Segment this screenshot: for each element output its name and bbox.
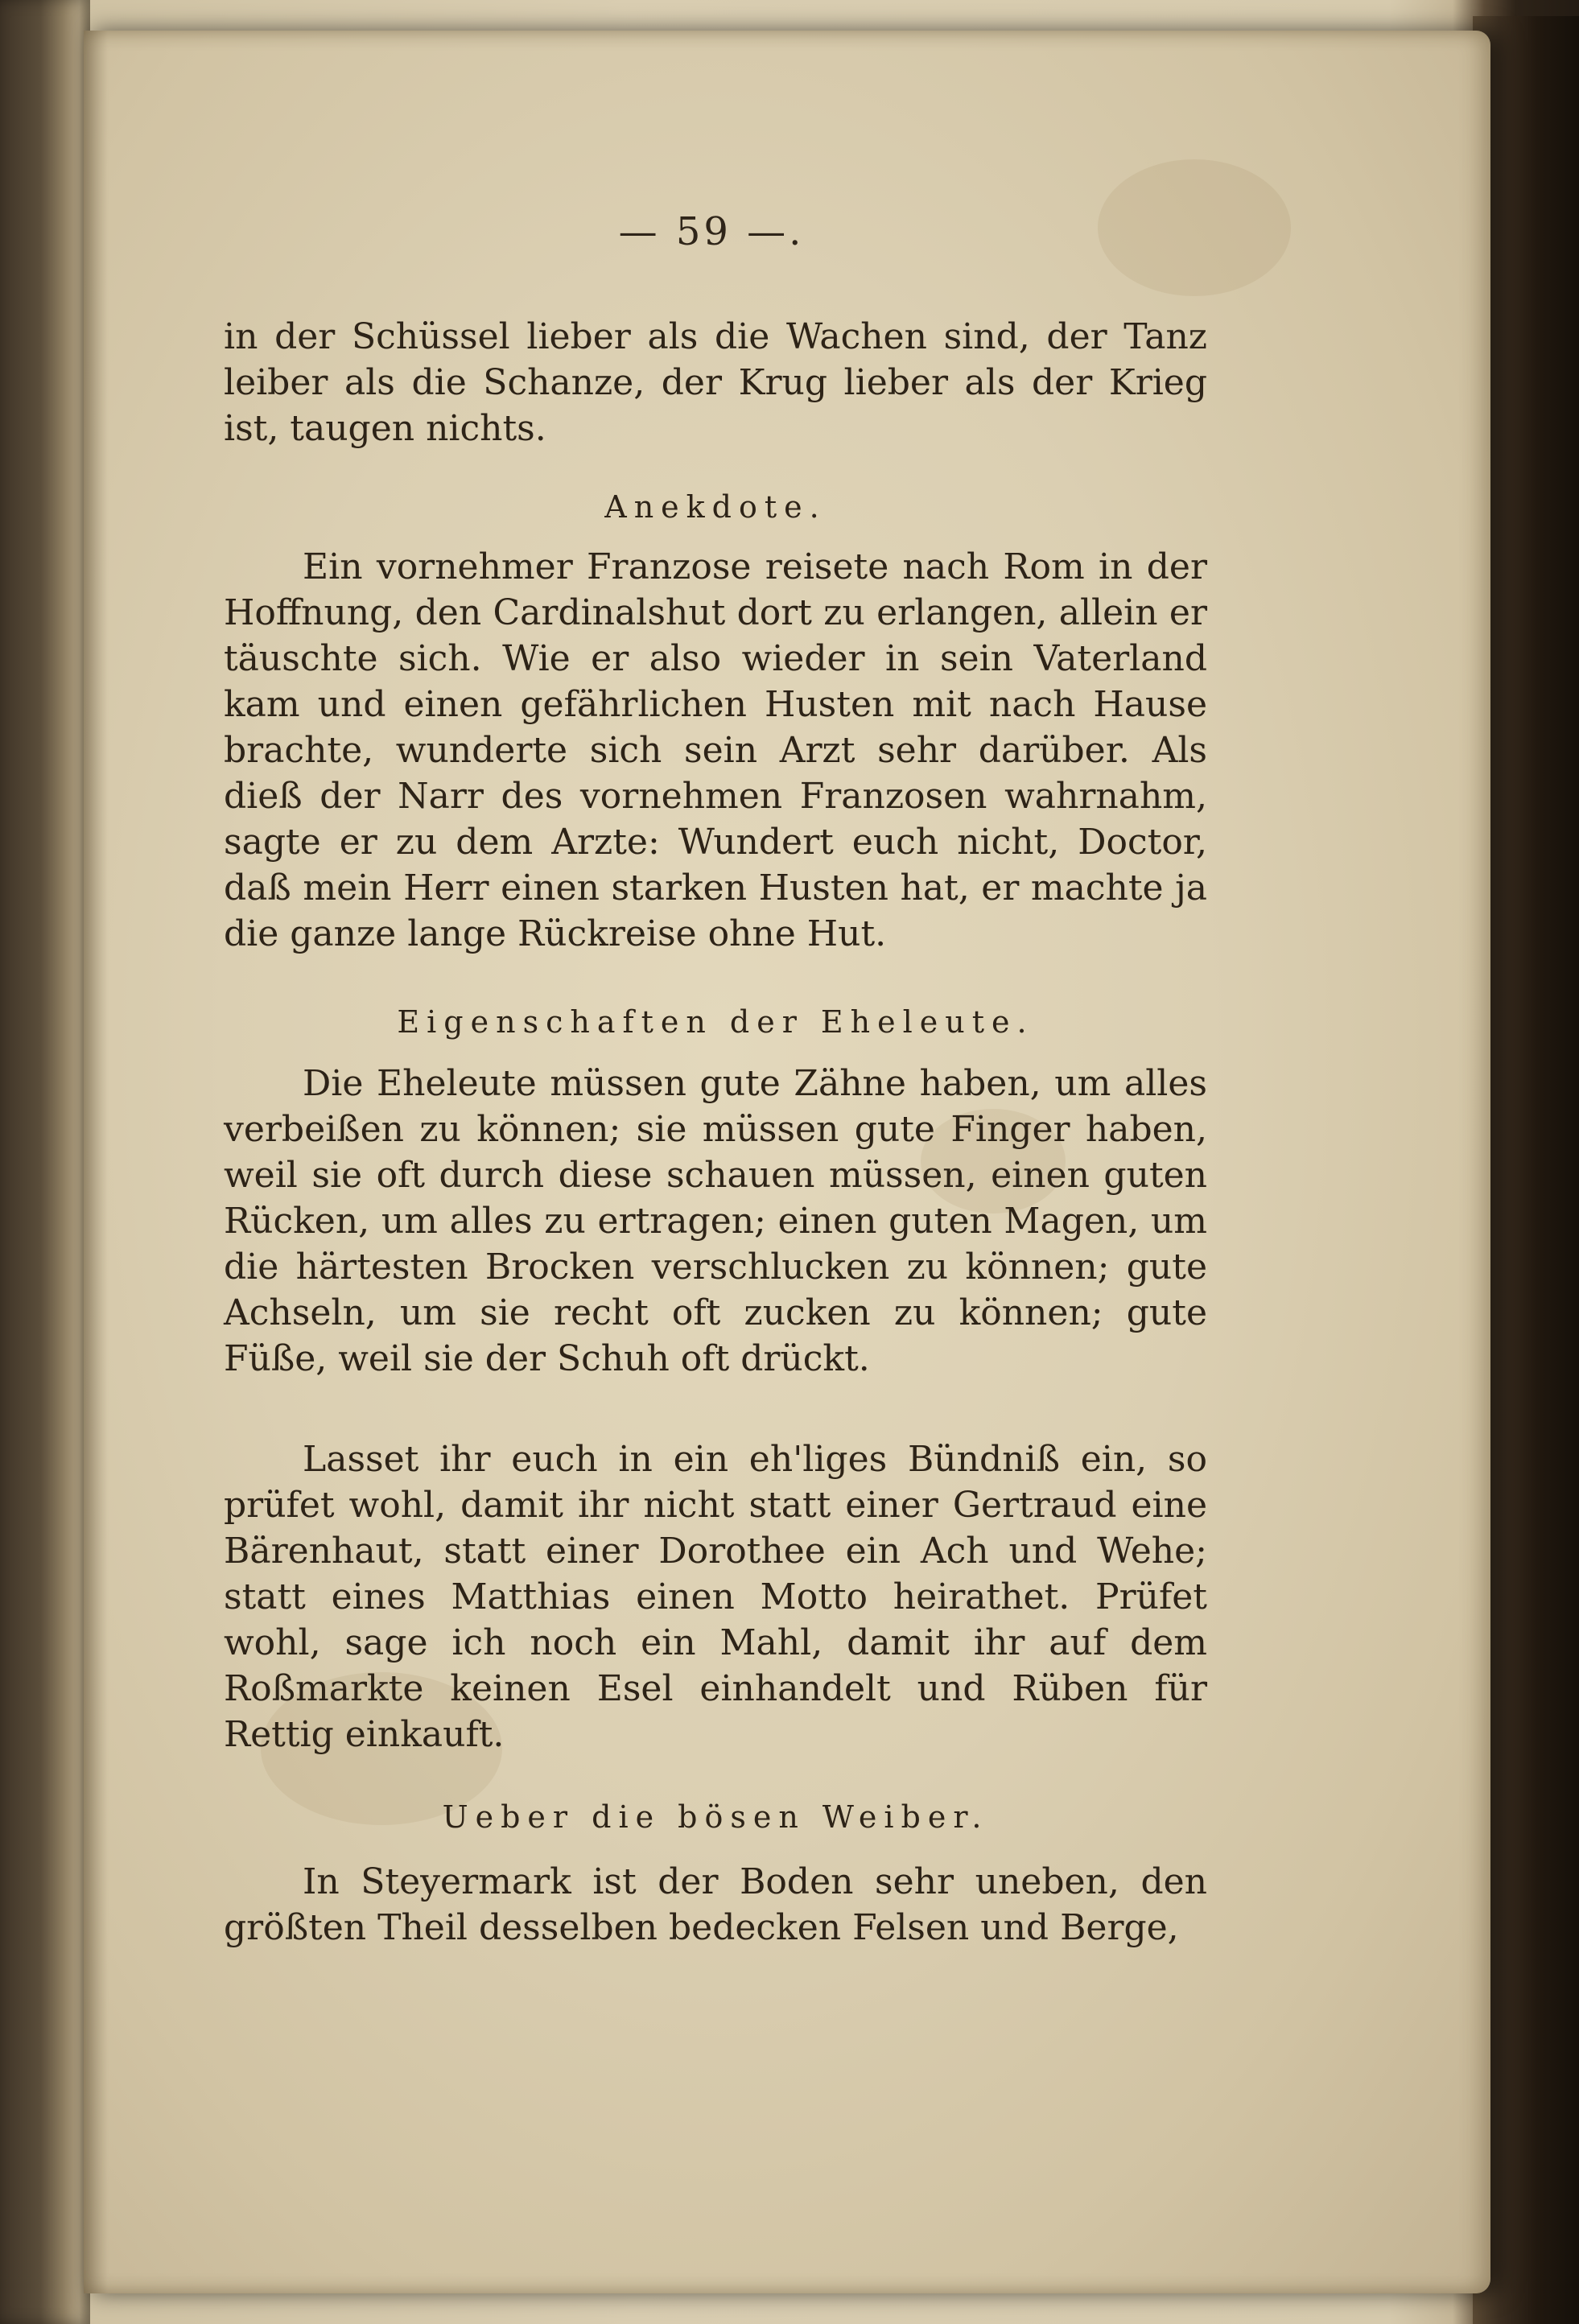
eigenschaften-paragraph-2: Lasset ihr euch in ein eh'liges Bündniß ein, so prüfet wohl, damit ihr nicht statt einer Gertraud eine Bärenhaut, statt einer Dorothee ein Ach und Wehe; statt eines Matthias einen Motto heirathet. Prüfet wohl, sage ich noch ein Mahl, damit ihr auf dem Roßmarkte keinen Esel einhandelt und Rüben für Rettig einkauft. (224, 1439, 1207, 1755)
section-heading-anekdote: Anekdote. (604, 489, 827, 525)
left-page-edge (0, 0, 90, 2324)
section-heading-ueber-die-boesen-weiber: Ueber die bösen Weiber. (442, 1799, 989, 1835)
eigenschaften-paragraph-1: Die Eheleute müssen gute Zähne haben, um alles verbeißen zu können; sie müssen gute Finger haben, weil sie oft durch diese schauen müssen, einen guten Rücken, um alles zu ertragen; einen guten Magen, um die härtesten Brocken verschlucken zu können; gute Achseln, um sie recht oft zucken zu können; gute Füße, weil sie der Schuh oft drückt. (224, 1063, 1207, 1379)
section-heading-eigenschaften: Eigenschaften der Eheleute. (397, 1004, 1034, 1040)
anekdote-paragraph: Ein vornehmer Franzose reisete nach Rom in der Hoffnung, den Cardinalshut dort zu erlangen, allein er täuschte sich. Wie er also wieder in sein Vaterland kam und einen gefährlichen Husten mit nach Hause brachte, wunderte sich sein Arzt sehr darüber. Als dieß der Narr des vornehmen Franzosen wahrnahm, sagte er zu dem Arzte: Wundert euch nicht, Doctor, daß mein Herr einen starken Husten hat, er machte ja die ganze lange Rückreise ohne Hut. (224, 546, 1207, 954)
page-gutter-shadow (84, 31, 108, 2293)
paper-stain (1098, 159, 1291, 296)
ueber-die-boesen-weiber-paragraph: In Steyermark ist der Boden sehr uneben, den größten Theil desselben bedecken Felsen und Berge, (224, 1861, 1207, 1948)
continuation-paragraph: in der Schüssel lieber als die Wachen sind, der Tanz leiber als die Schanze, der Krug lieber als der Krieg ist, taugen nichts. (224, 316, 1207, 449)
page-number: — 59 —. (618, 209, 805, 254)
